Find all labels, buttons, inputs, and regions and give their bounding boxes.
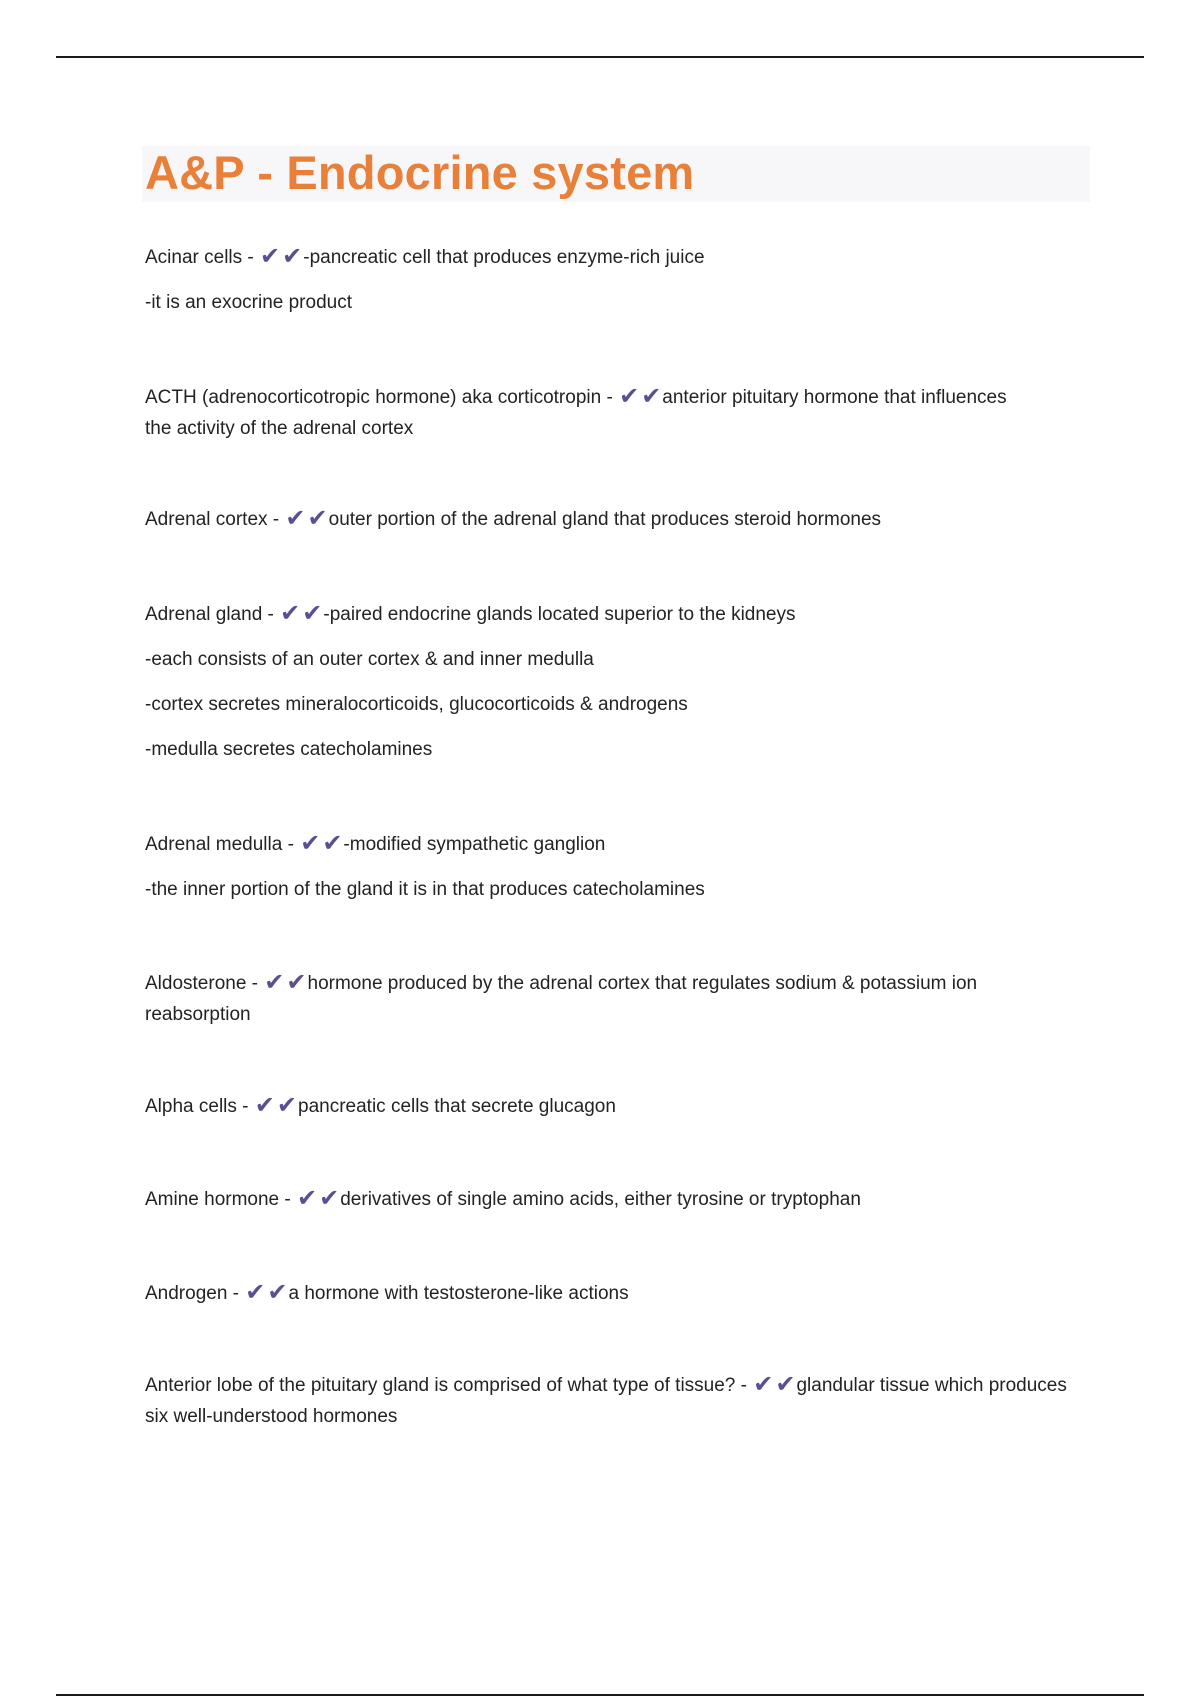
check-icon: ✔ xyxy=(260,243,281,270)
entry-term: ACTH (adrenocorticotropic hormone) aka corticotropin - xyxy=(145,387,619,408)
check-icon: ✔ xyxy=(753,1371,774,1398)
entry-extra-line: -it is an exocrine product xyxy=(145,292,352,313)
entry-anterior-lobe xyxy=(145,1370,1085,1432)
entry-alpha-cells xyxy=(145,1091,616,1122)
entry-definition: hormone produced by the adrenal cortex that regulates sodium & potassium ion reabsorption xyxy=(145,973,978,1025)
check-icon: ✔ xyxy=(282,243,303,270)
entry-term: Adrenal gland - xyxy=(145,604,280,625)
check-icon: ✔ xyxy=(297,1185,318,1212)
top-rule xyxy=(56,56,1144,58)
entry-definition: glandular tissue which produces six well-understood hormones xyxy=(145,1375,1067,1427)
check-icon: ✔ xyxy=(641,383,662,410)
check-icon: ✔ xyxy=(267,1279,288,1306)
entry-amine-hormone xyxy=(145,1184,861,1215)
entry-definition: a hormone with testosterone-like actions xyxy=(288,1283,629,1304)
check-icon: ✔ xyxy=(254,1092,275,1119)
document-title: A&P - Endocrine system xyxy=(145,146,695,199)
check-icon: ✔ xyxy=(245,1279,266,1306)
entry-term: Alpha cells - xyxy=(145,1096,254,1117)
check-icon: ✔ xyxy=(300,830,321,857)
check-icon: ✔ xyxy=(286,969,307,996)
check-icon: ✔ xyxy=(619,383,640,410)
bottom-rule xyxy=(56,1694,1144,1696)
entry-adrenal-medulla xyxy=(145,829,705,905)
entry-acinar-cells xyxy=(145,242,705,318)
entry-term: Adrenal cortex - xyxy=(145,509,285,530)
check-icon: ✔ xyxy=(322,830,343,857)
entry-definition: pancreatic cells that secrete glucagon xyxy=(298,1096,616,1117)
check-icon: ✔ xyxy=(319,1185,340,1212)
entry-definition: -pancreatic cell that produces enzyme-rich juice xyxy=(303,247,705,268)
entry-extra-line: -medulla secretes catecholamines xyxy=(145,739,433,760)
entry-androgen xyxy=(145,1278,629,1309)
entry-definition: -modified sympathetic ganglion xyxy=(343,834,606,855)
entry-term: Acinar cells - xyxy=(145,247,260,268)
entry-definition: outer portion of the adrenal gland that produces steroid hormones xyxy=(328,509,882,530)
entry-term: Amine hormone - xyxy=(145,1189,297,1210)
entry-definition: anterior pituitary hormone that influences the activity of the adrenal cortex xyxy=(145,387,1007,439)
entry-term: Anterior lobe of the pituitary gland is comprised of what type of tissue? - xyxy=(145,1375,753,1396)
entry-term: Aldosterone - xyxy=(145,973,264,994)
entry-extra-line: -the inner portion of the gland it is in that produces catecholamines xyxy=(145,879,705,900)
check-icon: ✔ xyxy=(307,505,328,532)
entry-adrenal-cortex xyxy=(145,504,881,535)
check-icon: ✔ xyxy=(775,1371,796,1398)
entry-term: Androgen - xyxy=(145,1283,245,1304)
entry-acth xyxy=(145,382,1025,444)
entry-definition: -paired endocrine glands located superior to the kidneys xyxy=(323,604,796,625)
check-icon: ✔ xyxy=(276,1092,297,1119)
check-icon: ✔ xyxy=(302,600,323,627)
entry-adrenal-gland xyxy=(145,599,796,765)
entry-term: Adrenal medulla - xyxy=(145,834,300,855)
check-icon: ✔ xyxy=(264,969,285,996)
check-icon: ✔ xyxy=(285,505,306,532)
entry-aldosterone xyxy=(145,968,1085,1030)
entry-extra-line: -cortex secretes mineralocorticoids, glucocorticoids & androgens xyxy=(145,694,688,715)
check-icon: ✔ xyxy=(280,600,301,627)
entry-extra-line: -each consists of an outer cortex & and inner medulla xyxy=(145,649,594,670)
entry-definition: derivatives of single amino acids, either tyrosine or tryptophan xyxy=(340,1189,861,1210)
